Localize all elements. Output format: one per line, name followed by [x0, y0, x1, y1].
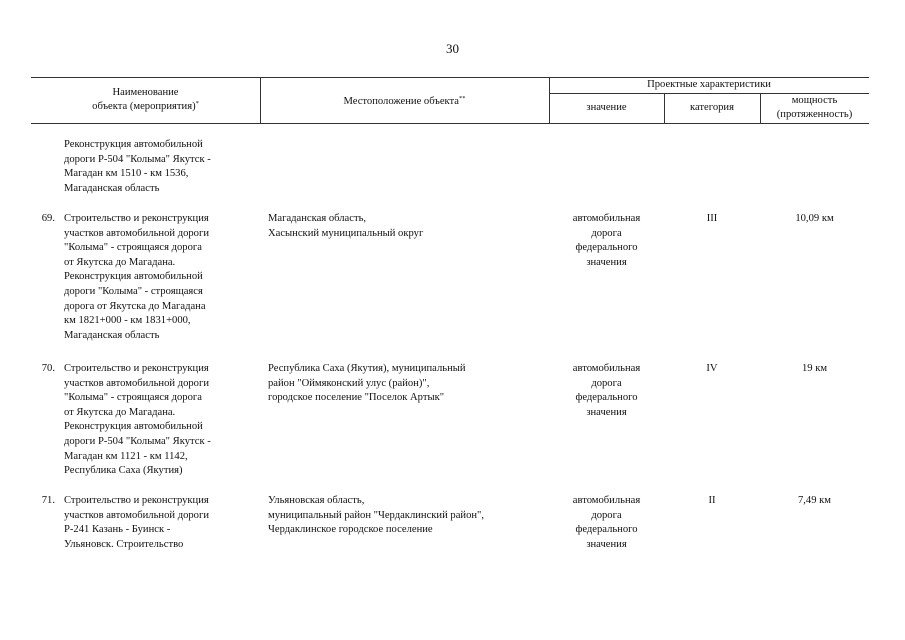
column-header-location-text: Местоположение объекта: [343, 96, 460, 107]
object-category: IV: [706, 363, 718, 374]
object-name: Строительство и реконструкция участков автомобильной дороги Р-241 Казань - Буинск - Ульяновск. Строительство: [64, 495, 209, 550]
object-location: Ульяновская область, муниципальный район "Чердаклинский район", Чердаклинское городское поселение: [268, 495, 485, 536]
footnote-mark: *: [195, 100, 199, 107]
object-value: автомобильная дорога федерального значения: [572, 213, 641, 268]
object-location: Магаданская область, Хасынский муниципальный округ: [268, 213, 424, 239]
object-capacity: 10,09 км: [795, 213, 834, 224]
row-number: 70.: [41, 363, 55, 374]
column-header-name-text: Наименование объекта (мероприятия): [92, 87, 196, 112]
column-header-capacity: мощность (протяженность): [776, 95, 853, 120]
footnote-mark: **: [459, 95, 466, 102]
object-category: III: [706, 213, 718, 224]
object-location: Республика Саха (Якутия), муниципальный район "Оймяконский улус (район)", городское поселение "Поселок Артык": [268, 363, 466, 404]
page-number: 30: [446, 41, 459, 56]
object-value: автомобильная дорога федерального значения: [572, 363, 641, 418]
object-name: Строительство и реконструкция участков автомобильной дороги "Колыма" - строящаяся дорога от Якутска до Магадана. Реконструкция автомобильной дороги "Колыма" - строящаяся дорога от Якутска до Магадана км 1821+000 - км 1831+000, Магаданская область: [64, 213, 209, 341]
object-capacity: 7,49 км: [797, 495, 832, 506]
column-group-header: Проектные характеристики: [647, 79, 771, 90]
column-header-category: категория: [690, 102, 734, 113]
object-value: автомобильная дорога федерального значения: [572, 495, 641, 550]
object-category: II: [708, 495, 716, 506]
column-header-value: значение: [586, 102, 627, 113]
column-header-name: [31, 86, 260, 114]
object-name: Строительство и реконструкция участков автомобильной дороги "Колыма" - строящаяся дорога от Якутска до Магадана. Реконструкция автомобильной дороги Р-504 "Колыма" Якутск - Магадан км 1121 - км 1142, Республика Саха (Якутия): [64, 363, 211, 477]
object-capacity: 19 км: [801, 363, 828, 374]
object-name: Реконструкция автомобильной дороги Р-504 "Колыма" Якутск - Магадан км 1510 - км 1536, Магаданская область: [64, 139, 211, 194]
column-header-location: [260, 95, 549, 110]
header-bottom-rule: [31, 123, 869, 124]
row-number: 69.: [41, 213, 55, 224]
row-number: 71.: [41, 495, 55, 506]
